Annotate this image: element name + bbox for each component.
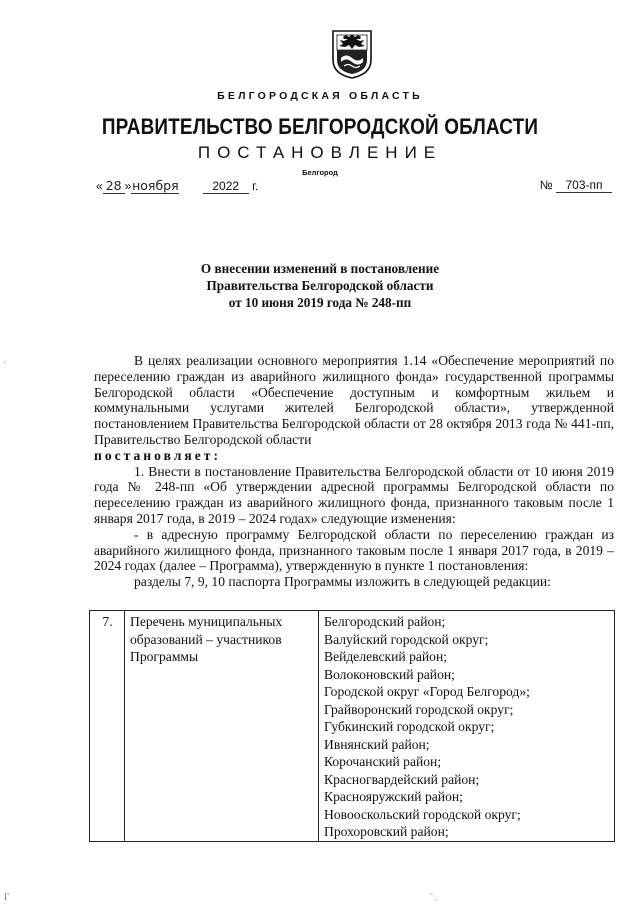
list-item: Красногвардейский район;	[324, 771, 480, 787]
number-prefix: №	[539, 178, 553, 192]
list-item: Губкинский городской округ;	[324, 719, 495, 734]
coat-of-arms-icon	[330, 28, 374, 80]
scan-mark: '	[4, 360, 6, 370]
list-item: Волоконовский район;	[324, 666, 455, 682]
list-item: Грайворонский городской округ;	[324, 701, 514, 717]
list-item: Городской округ «Город Белгород»;	[324, 684, 530, 699]
document-type: ПОСТАНОВЛЕНИЕ	[197, 143, 443, 162]
list-item: Прохоровский район;	[324, 824, 449, 839]
date-year: 2022	[203, 179, 249, 194]
date-year-suffix: г.	[252, 179, 259, 193]
document-title	[0, 260, 640, 311]
list-item: Ивнянский район;	[324, 736, 430, 752]
list-item: Вейделевский район;	[324, 649, 448, 664]
row-number: 7.	[90, 611, 125, 842]
title-line: от 10 июня 2019 года № 248-пп	[228, 295, 412, 310]
decree-number	[540, 178, 612, 193]
decree-date	[96, 178, 258, 194]
program-table	[89, 610, 615, 842]
government-name: ПРАВИТЕЛЬСТВО БЕЛГОРОДСКОЙ ОБЛАСТИ	[101, 114, 539, 139]
paragraph-item-1: 1. Внести в постановление Правительства Белгородской области от 10 июня 2019 года № 248-пп «Об утверждении адресной программы Белгородской области по переселению граждан из аварийного жилищного фонда, признанного таковым после 1 января 2017 года, в 2019 – 2024 годах» следующие изменения:	[94, 463, 614, 526]
list-item: Корочанский район;	[324, 754, 442, 769]
district-list	[319, 611, 615, 842]
title-line: Правительства Белгородской области	[206, 278, 434, 293]
paragraph-sections: разделы 7, 9, 10 паспорта Программы изложить в следующей редакции:	[134, 574, 551, 590]
row-title: Перечень муниципальных образований – участников Программы	[125, 611, 319, 842]
list-item: Краснояружский район;	[324, 789, 463, 804]
date-month: ноября	[132, 178, 179, 193]
document-body	[94, 353, 614, 590]
scan-mark: ˘ .	[430, 892, 438, 902]
list-item: Белгородский район;	[324, 614, 446, 629]
number-value: 703-пп	[556, 178, 612, 193]
scan-mark: Г	[4, 892, 10, 902]
city-name: Белгород	[302, 168, 338, 177]
paragraph-preamble: В целях реализации основного мероприятия 1.14 «Обеспечение мероприятий по переселению граждан из аварийного жилищного фонда» государственной программы Белгородской области «Обеспечение доступным и комфортным жильем и коммунальными услугами жителей Белгородской области», утвержденной постановлением Правительства Белгородской области от 28 октября 2013 года № 441-пп, Правительство Белгородской области	[94, 353, 614, 447]
region-name: БЕЛГОРОДСКАЯ ОБЛАСТЬ	[217, 90, 423, 102]
title-line: О внесении изменений в постановление	[200, 261, 440, 276]
date-open-quote: «	[96, 179, 103, 193]
date-day: 28	[103, 178, 125, 194]
list-item: Валуйский городской округ;	[324, 631, 489, 647]
table-row	[90, 611, 615, 842]
paragraph-program: - в адресную программу Белгородской области по переселению граждан из аварийного жилищного фонда, признанного таковым после 1 января 2017 года, в 2019 – 2024 годах (далее – Программа), утвержденную в пункте 1 постановления:	[94, 526, 614, 574]
decree-word: постановляет:	[94, 447, 221, 463]
list-item: Новооскольский городской округ;	[324, 806, 521, 822]
date-close-quote: »	[124, 179, 132, 193]
